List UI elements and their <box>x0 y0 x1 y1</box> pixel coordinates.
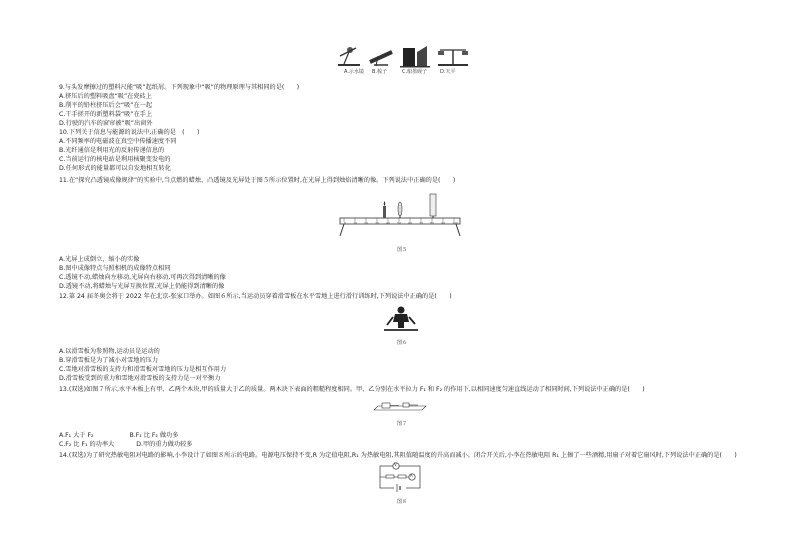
q9-option-d: D.行驶的汽车的窗帘被“吸”出窗外 <box>59 120 153 127</box>
optical-bench-figure <box>338 192 462 240</box>
q13-options-row-2 <box>59 441 192 449</box>
figure-a-label: A.示水镜 <box>344 69 364 75</box>
q10-option-b: B.光纤通信是利用光的反射传递信息的 <box>59 147 165 154</box>
scale-tick: 40 <box>386 221 390 225</box>
q13-option-b: B.F₁ 比 F₂ 做功多 <box>129 432 179 439</box>
q12-option-a: A.以滑雪板为参照物,运动员是运动的 <box>59 348 160 355</box>
q11-stem: 11.在“探究凸透镜成像规律”的实验中,当点燃的蜡烛、凸透镜及光屏处于图５所示位置时,在光屏上得到烛焰清晰的像。下列说法中正确的是( ) <box>59 177 456 184</box>
figure-b-icon <box>370 52 392 66</box>
q12-option-c: C.雪地对滑雪板的支持力和滑雪板对雪地的压力是相互作用力 <box>59 366 227 373</box>
q11-option-c: C.透镜不动,蜡烛向左移动,光屏向右移动,可再次得到清晰的像 <box>59 274 226 281</box>
scale-tick: 100 <box>452 221 458 225</box>
q12-option-b: B.穿滑雪板是为了减小对雪地的压力 <box>59 357 159 364</box>
q10-option-a: A.不同频率的电磁波在真空中传播速度不同 <box>59 138 177 145</box>
q14-stem: 14.(双选)为了研究热敏电阻对电路的影响,小李设计了如图８所示的电路。电源电压保持不变,R 为定值电阻,R₁ 为热敏电阻,其阻值随温度的升高而减小。闭合开关后,小李在热敏电阻 R₁ 上擦了一些酒精,用扇子对着它扇风时,下列说法中正确的是( ) <box>59 452 737 459</box>
q9-option-c: C.干手搓开的新塑料袋“吸”在手上 <box>59 111 153 118</box>
figure-7-caption: 图７ <box>397 421 408 427</box>
figure-8-caption: 图８ <box>397 499 408 505</box>
figure-d-label: D.天平 <box>440 69 456 75</box>
blocks-figure <box>372 398 428 414</box>
q9-option-b: B.削平的铅柱挤压后会“吸”在一起 <box>59 102 153 109</box>
figure-d-icon <box>438 50 468 66</box>
q11-option-d: D.透镜不动,将蜡烛与光屏互换位置,光屏上仍能得到清晰的像 <box>59 283 225 290</box>
scale-tick: 10 <box>353 221 357 225</box>
figure-c-label: C.船墨砚子 <box>402 69 428 75</box>
voltmeter-label: V <box>394 462 397 467</box>
scale-tick: 20 <box>364 221 368 225</box>
q10-option-c: C.当前运行的核电站是利用核聚变发电的 <box>59 156 171 163</box>
figure-a-icon <box>338 47 360 66</box>
q12-stem: 12.第 24 届冬奥会将于 2022 年在北京-张家口举办。如图６所示,当运动员穿着滑雪板在水平雪地上进行滑行训练时,下列说法中正确的是( ) <box>59 293 452 300</box>
figure-b-label: B.梳子 <box>372 69 388 75</box>
figure-c-icon <box>400 46 430 68</box>
q10-stem: 10.下列关于信息与能源的说法中,正确的是 ( ) <box>59 129 200 136</box>
q13-option-d: D.甲的重力做功较多 <box>136 441 193 448</box>
q9-stem: 9.与头发摩擦过的塑料尺能“吸”起纸屑。下列现象中“吸”的物理原理与其相同的是( ) <box>59 84 300 91</box>
scale-tick: 90 <box>441 221 446 225</box>
q13-stem: 13.(双选)如图７所示,水平木板上有甲、乙两个木块,甲的质量大于乙的质量。两木块下表面的粗糙程度相同。甲、乙分别在水平拉力 F₁ 和 F₂ 的作用下,以相同速度匀速直线运动了相同时间,下列说法中正确的是( ) <box>59 386 645 393</box>
q9-option-a: A.挤压后的塑料吸盘“吸”在瓷砖上 <box>59 93 152 100</box>
q10-option-d: D.任何形式的能量都可以自发地相互转化 <box>59 165 171 172</box>
figure-5-caption: 图５ <box>397 247 408 253</box>
skier-figure <box>382 305 420 333</box>
scale-tick: 50 <box>397 221 401 225</box>
q12-option-d: D.滑雪板受到的重力和雪地对滑雪板的支持力是一对平衡力 <box>59 375 221 382</box>
scale-tick: 60 <box>408 221 413 225</box>
scale-tick: 70 <box>419 221 424 225</box>
q13-option-a: A.F₁ 大于 F₂ <box>59 432 94 439</box>
ammeter-label: A <box>410 473 413 478</box>
figure-6-caption: 图６ <box>397 340 408 346</box>
q11-option-b: B.图中成像特点与照相机的成像特点相同 <box>59 265 171 272</box>
q13-options-row-1 <box>59 432 178 440</box>
scale-tick: 80 <box>430 221 435 225</box>
circuit-figure <box>376 462 424 492</box>
q13-option-c: C.F₂ 比 F₁ 的功率大 <box>59 441 115 448</box>
q11-option-a: A.光屏上成倒立、缩小的实像 <box>59 256 140 263</box>
scale-tick: 30 <box>375 221 379 225</box>
optical-bench-scale <box>344 221 458 225</box>
scale-tick: 0 <box>344 221 346 225</box>
